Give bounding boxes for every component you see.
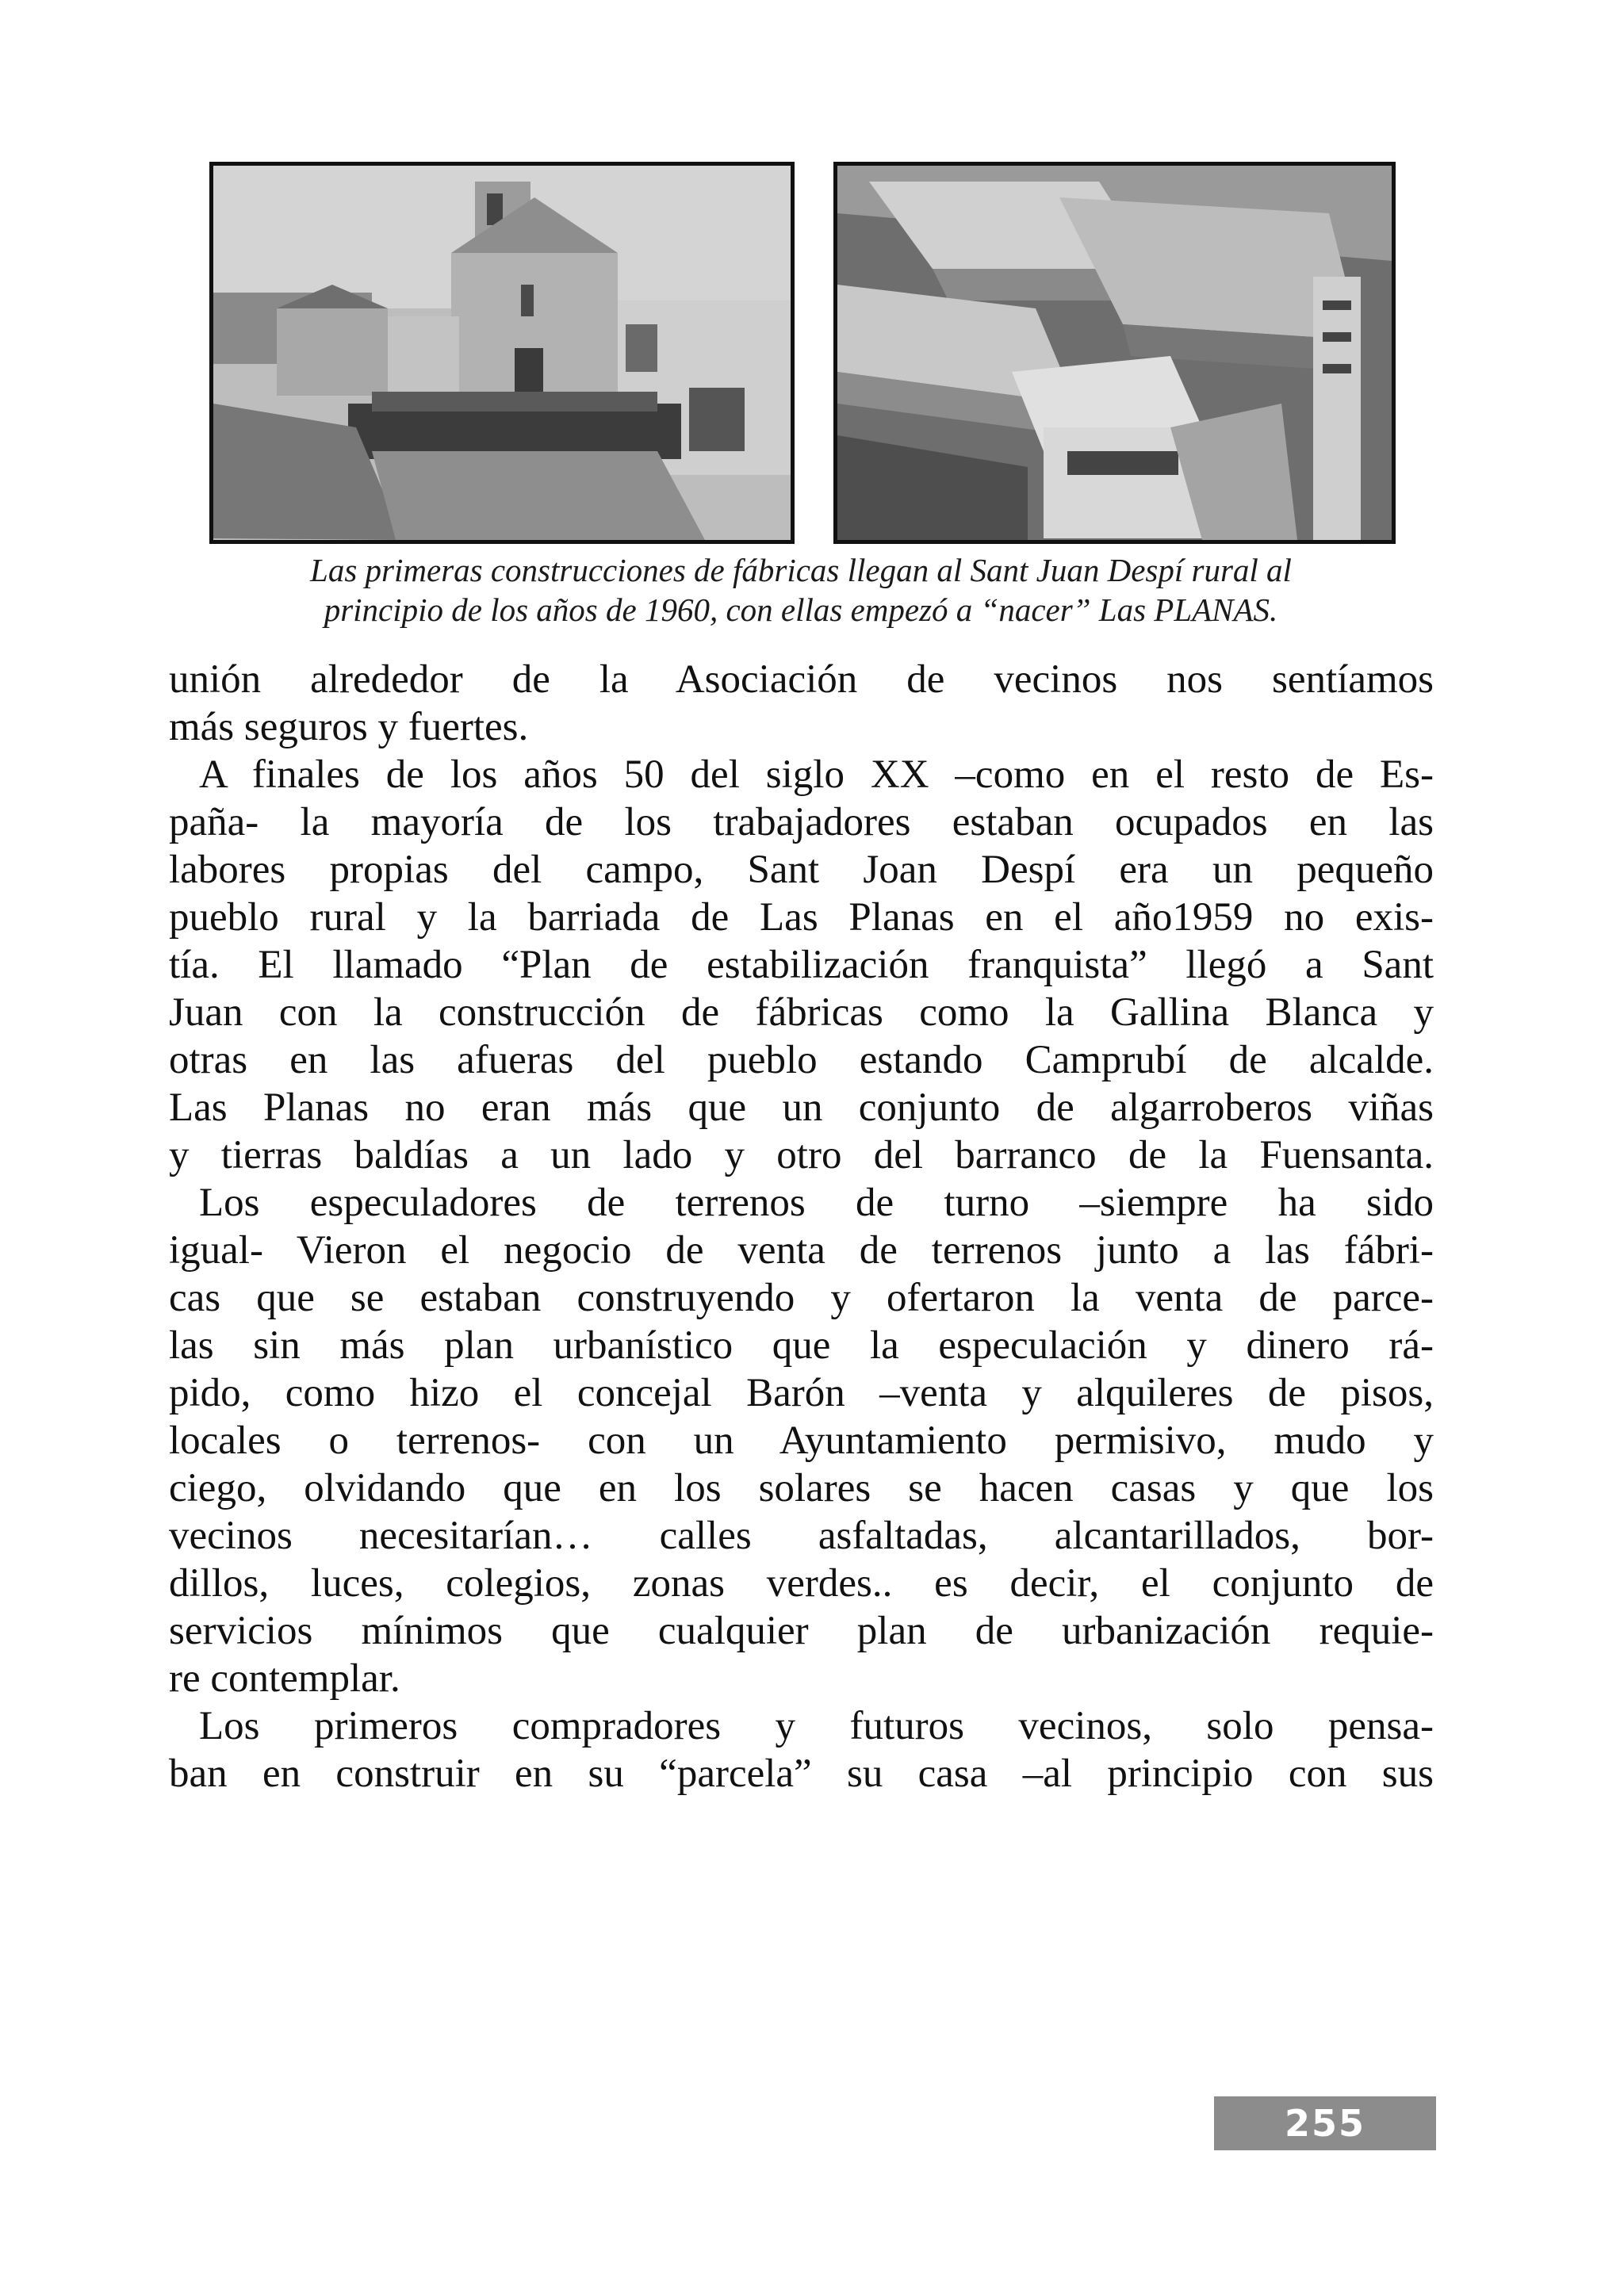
text-line: cas que se estaban construyendo y ofertaron la venta de parce-	[169, 1276, 1434, 1320]
text-line: las sin más plan urbanístico que la especulación y dinero rá-	[169, 1323, 1434, 1368]
photo-caption	[159, 550, 1443, 630]
caption-line: principio de los años de 1960, con ellas empezó a “nacer” Las PLANAS.	[324, 591, 1278, 628]
text-line: dillos, luces, colegios, zonas verdes.. es decir, el conjunto de	[169, 1561, 1434, 1606]
text-line: Juan con la construcción de fábricas como la Gallina Blanca y	[169, 990, 1434, 1035]
photo-factory-aerial	[833, 162, 1396, 544]
text-line: paña- la mayoría de los trabajadores estaban ocupados en las	[169, 800, 1434, 844]
text-line: ciego, olvidando que en los solares se hacen casas y que los	[169, 1466, 1434, 1510]
text-line: re contemplar.	[169, 1656, 400, 1701]
body-text	[169, 656, 1434, 1797]
text-line: vecinos necesitarían… calles asfaltadas, alcantarillados, bor-	[169, 1514, 1434, 1558]
text-line: y tierras baldías a un lado y otro del barranco de la Fuensanta.	[169, 1133, 1434, 1177]
text-line: A finales de los años 50 del siglo XX –como en el resto de Es-	[199, 752, 1434, 797]
text-line: unión alrededor de la Asociación de vecinos nos sentíamos	[169, 657, 1434, 702]
text-line: locales o terrenos- con un Ayuntamiento permisivo, mudo y	[169, 1418, 1434, 1463]
text-line: labores propias del campo, Sant Joan Despí era un pequeño	[169, 848, 1434, 892]
text-line: más seguros y fuertes.	[169, 705, 529, 749]
text-line: Los primeros compradores y futuros vecinos, solo pensa-	[199, 1704, 1434, 1748]
text-line: ban en construir en su “parcela” su casa –al principio con sus	[169, 1751, 1434, 1796]
text-line: pueblo rural y la barriada de Las Planas en el año1959 no exis-	[169, 895, 1434, 940]
text-line: tía. El llamado “Plan de estabilización franquista” llegó a Sant	[169, 943, 1434, 987]
text-line: otras en las afueras del pueblo estando Camprubí de alcalde.	[169, 1038, 1434, 1082]
caption-line: Las primeras construcciones de fábricas llegan al Sant Juan Despí rural al	[310, 552, 1292, 588]
text-line: pido, como hizo el concejal Barón –venta y alquileres de pisos,	[169, 1371, 1434, 1415]
photo-village-church	[209, 162, 795, 544]
text-line: Los especuladores de terrenos de turno –siempre ha sido	[199, 1181, 1434, 1225]
text-line: Las Planas no eran más que un conjunto de algarroberos viñas	[169, 1085, 1434, 1130]
text-line: servicios mínimos que cualquier plan de urbanización requie-	[169, 1609, 1434, 1653]
text-line: igual- Vieron el negocio de venta de terrenos junto a las fábri-	[169, 1228, 1434, 1273]
page-number: 255	[1214, 2096, 1436, 2150]
